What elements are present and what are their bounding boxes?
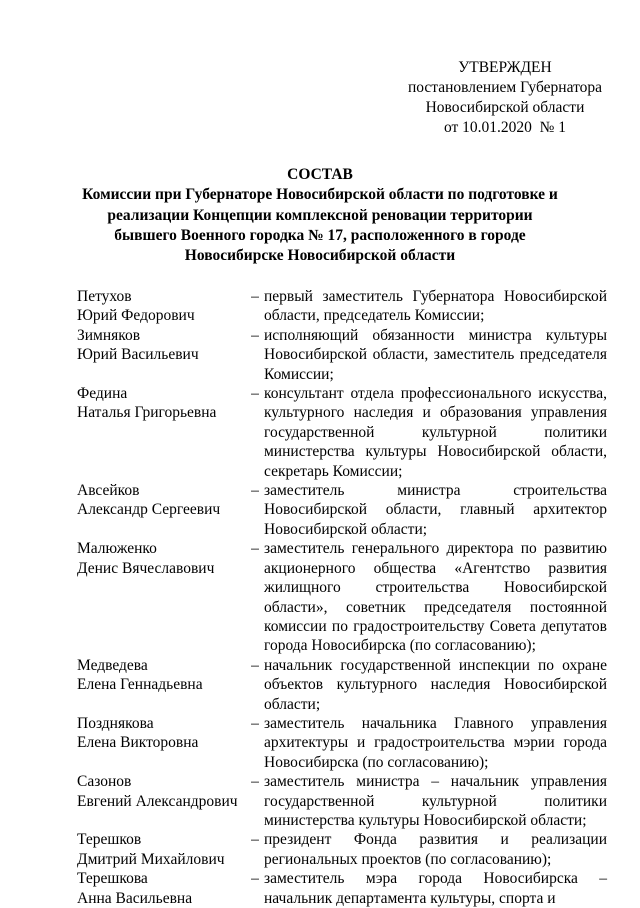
member-row (77, 714, 607, 772)
member-role: первый заместитель Губернатора Новосибирской области, председатель Комиссии; (264, 288, 607, 325)
member-surname: Авсейков (77, 482, 140, 500)
member-given-name: Александр Сергеевич (77, 501, 221, 519)
document-subtitle: Комиссии при Губернаторе Новосибирской области по подготовке и реализации Концепции комплексной реновации территории бывшего Военного городка № 17, расположенного в городе Новосибирске Новосибирской области (82, 186, 558, 265)
member-surname: Терешков (77, 831, 142, 849)
member-row (77, 656, 607, 714)
member-surname: Зимняков (77, 326, 141, 344)
member-surname: Петухов (77, 288, 132, 305)
member-surname: Терешкова (77, 870, 148, 888)
member-role: исполняющий обязанности министра культуры Новосибирской области, заместитель председателя Комиссии; (264, 326, 607, 383)
member-given-name: Елена Геннадьевна (77, 676, 203, 694)
member-row (77, 481, 607, 539)
approval-date: от 10.01.2020 № 1 (443, 119, 567, 136)
member-given-name: Юрий Васильевич (77, 346, 199, 364)
member-surname: Сазонов (77, 773, 132, 791)
member-name (77, 287, 249, 326)
member-role: заместитель генерального директора по развитию акционерного общества «Агентство развития жилищного строительства Новосибирской области», советник председателя постоянной комиссии по градостроительству Совета депутатов города Новосибирска (по согласованию); (264, 540, 607, 655)
member-role: президент Фонда развития и реализации региональных проектов (по согласованию); (264, 831, 607, 868)
approval-line-1: постановлением Губернатора (407, 79, 603, 96)
member-given-name: Наталья Григорьевна (77, 404, 217, 422)
member-name (77, 830, 249, 869)
member-surname: Позднякова (77, 714, 154, 732)
member-dash: – (251, 831, 259, 849)
member-role: заместитель начальника Главного управления архитектуры и градостроительства мэрии города Новосибирска (по согласованию); (264, 714, 607, 771)
member-dash: – (251, 773, 259, 791)
member-name (77, 869, 249, 908)
member-name (77, 326, 249, 384)
member-dash: – (251, 656, 259, 674)
member-list (77, 287, 607, 908)
member-role: заместитель министра – начальник управления государственной культурной политики министерства культуры Новосибирской области; (264, 773, 607, 829)
member-row (77, 772, 607, 830)
approval-line-2: Новосибирской области (425, 99, 585, 116)
member-given-name: Евгений Александрович (77, 792, 238, 810)
member-row (77, 326, 607, 384)
member-given-name: Анна Васильевна (77, 889, 193, 907)
member-row (77, 384, 607, 481)
member-surname: Медведева (77, 656, 148, 674)
member-given-name: Денис Вячеславович (77, 559, 215, 577)
member-name (77, 656, 249, 714)
member-dash: – (251, 385, 259, 403)
member-dash: – (251, 326, 259, 344)
member-given-name: Дмитрий Михайлович (77, 850, 225, 868)
member-given-name: Юрий Федорович (77, 307, 195, 325)
member-role: заместитель мэра города Новосибирска – начальник департамента культуры, спорта и (264, 870, 607, 907)
member-dash: – (251, 714, 259, 732)
member-name (77, 714, 249, 772)
member-name (77, 539, 249, 655)
member-dash: – (251, 540, 259, 558)
member-given-name: Елена Викторовна (77, 734, 199, 752)
member-row (77, 287, 607, 326)
member-surname: Малюженко (77, 540, 157, 558)
member-role: заместитель министра строительства Новосибирской области, главный архитектор Новосибирской области; (264, 482, 607, 538)
member-name (77, 772, 249, 830)
member-name (77, 384, 249, 481)
member-row (77, 869, 607, 908)
member-role: начальник государственной инспекции по охране объектов культурного наследия Новосибирской области; (264, 656, 607, 713)
member-dash: – (251, 482, 259, 500)
document-heading (82, 165, 558, 266)
member-role: консультант отдела профессионального искусства, культурного наследия и образования управления государственной культурной политики министерства культуры Новосибирской области, секретарь Комиссии; (264, 385, 607, 480)
member-surname: Федина (77, 385, 128, 403)
member-dash: – (251, 870, 259, 888)
member-dash: – (251, 288, 259, 305)
member-row (77, 830, 607, 869)
member-row (77, 539, 607, 655)
approval-stamp (405, 58, 605, 138)
member-name (77, 481, 249, 539)
document-title: СОСТАВ (287, 166, 353, 183)
approval-status: УТВЕРЖДЕН (458, 59, 552, 76)
